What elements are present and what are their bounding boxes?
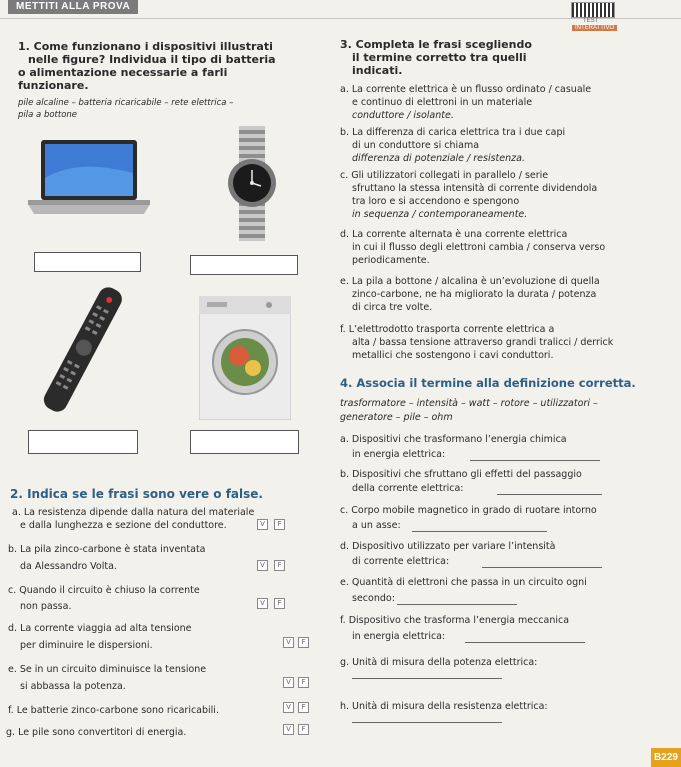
q2-d-true-checkbox[interactable]: V — [283, 637, 294, 648]
q4-item-c-line1: c. Corpo mobile magnetico in grado di ruotare intorno — [340, 505, 597, 516]
q4-h-answer-line[interactable] — [352, 722, 502, 723]
q3-item-e-line1: e. La pila a bottone / alcalina è un’evoluzione di quella — [340, 276, 600, 287]
q4-e-answer-line[interactable] — [397, 604, 517, 605]
remote-control-image — [35, 285, 130, 413]
q1-title-line4: funzionare. — [18, 79, 89, 92]
q3-item-d-line2: in cui il flusso degli elettroni cambia / conserva verso — [352, 242, 606, 253]
q1-answer-box-remote[interactable] — [28, 430, 138, 454]
q4-item-e-line2: secondo: — [352, 593, 395, 604]
q2-g-false-checkbox[interactable]: F — [298, 724, 309, 735]
q2-c-false-checkbox[interactable]: F — [274, 598, 285, 609]
qr-code-icon[interactable] — [571, 2, 615, 18]
q4-c-answer-line[interactable] — [412, 531, 547, 532]
q1-title-line1: 1. Come funzionano i dispositivi illustrati — [18, 40, 273, 53]
q4-item-h: h. Unità di misura della resistenza elettrica: — [340, 701, 548, 712]
q4-terms-line2: generatore – pile – ohm — [340, 412, 453, 423]
q2-c-true-checkbox[interactable]: V — [257, 598, 268, 609]
q2-item-c-line1: c. Quando il circuito è chiuso la corrente — [8, 585, 200, 596]
q3-item-c-line4: in sequenza / contemporaneamente. — [352, 209, 528, 220]
q4-item-c-line2: a un asse: — [352, 520, 401, 531]
q2-b-true-checkbox[interactable]: V — [257, 560, 268, 571]
q2-title: 2. Indica se le frasi sono vere o false. — [10, 487, 263, 501]
q4-item-b-line2: della corrente elettrica: — [352, 483, 464, 494]
q2-item-e-line2: si abbassa la potenza. — [20, 681, 126, 692]
test-label: TEST — [583, 18, 599, 24]
q2-item-e-line1: e. Se in un circuito diminuisce la tensione — [8, 664, 207, 675]
q2-f-false-checkbox[interactable]: F — [298, 702, 309, 713]
q4-item-f-line1: f. Dispositivo che trasforma l’energia meccanica — [340, 615, 570, 626]
q4-item-a-line2: in energia elettrica: — [352, 449, 446, 460]
interattivo-badge[interactable]: INTERATTIVO — [572, 25, 617, 31]
q2-item-c-line2: non passa. — [20, 601, 72, 612]
q2-e-false-checkbox[interactable]: F — [298, 677, 309, 688]
q1-options-line2: pila a bottone — [18, 110, 78, 120]
q4-item-e-line1: e. Quantità di elettroni che passa in un circuito ogni — [340, 577, 587, 588]
q2-b-false-checkbox[interactable]: F — [274, 560, 285, 571]
q3-item-d-line1: d. La corrente alternata è una corrente elettrica — [340, 229, 568, 240]
q4-item-g: g. Unità di misura della potenza elettrica: — [340, 657, 538, 668]
q3-item-c-line2: sfruttano la stessa intensità di corrente dividendola — [352, 183, 598, 194]
section-label: METTITI ALLA PROVA — [8, 0, 138, 14]
q4-item-a-line1: a. Dispositivi che trasformano l’energia chimica — [340, 434, 567, 445]
q4-f-answer-line[interactable] — [465, 642, 585, 643]
q3-item-b-line1: b. La differenza di carica elettrica tra i due capi — [340, 127, 566, 138]
q3-title-line1: 3. Completa le frasi scegliendo — [340, 38, 532, 51]
q2-item-f: f. Le batterie zinco-carbone sono ricaricabili. — [8, 705, 219, 716]
q4-a-answer-line[interactable] — [470, 460, 600, 461]
page-number: B229 — [651, 748, 681, 767]
q3-item-a-line1: a. La corrente elettrica è un flusso ordinato / casuale — [340, 84, 592, 95]
q4-item-d-line1: d. Dispositivo utilizzato per variare l’intensità — [340, 541, 556, 552]
q1-title-line2: nelle figure? Individua il tipo di batteria — [28, 53, 276, 66]
q3-title-line2: il termine corretto tra quelli — [352, 51, 527, 64]
q3-item-a-line2: e continuo di elettroni in un materiale — [352, 97, 533, 108]
q3-item-d-line3: periodicamente. — [352, 255, 430, 266]
q3-item-f-line3: metallici che sostengono i cavi conduttori. — [352, 350, 554, 361]
q4-terms-line1: trasformatore – intensità – watt – rotore – utilizzatori – — [340, 398, 598, 409]
q4-g-answer-line[interactable] — [352, 678, 502, 679]
q2-item-g: g. Le pile sono convertitori di energia. — [6, 727, 187, 738]
q1-answer-box-laptop[interactable] — [34, 252, 141, 272]
q4-title: 4. Associa il termine alla definizione corretta. — [340, 376, 636, 390]
q4-b-answer-line[interactable] — [497, 494, 602, 495]
q2-item-d-line2: per diminuire le dispersioni. — [20, 640, 153, 651]
q2-a-false-checkbox[interactable]: F — [274, 519, 285, 530]
q2-a-true-checkbox[interactable]: V — [257, 519, 268, 530]
q4-d-answer-line[interactable] — [482, 567, 602, 568]
watch-image — [225, 126, 280, 241]
q3-item-c-line1: c. Gli utilizzatori collegati in parallelo / serie — [340, 170, 549, 181]
q3-item-c-line3: tra loro e si accendono e spengono — [352, 196, 520, 207]
q2-item-d-line1: d. La corrente viaggia ad alta tensione — [8, 623, 192, 634]
q2-item-b-line1: b. La pila zinco-carbone è stata inventata — [8, 544, 206, 555]
q3-item-e-line3: di circa tre volte. — [352, 302, 433, 313]
q2-item-a-line1: a. La resistenza dipende dalla natura del materiale — [12, 507, 255, 518]
q4-item-f-line2: in energia elettrica: — [352, 631, 446, 642]
washing-machine-image — [199, 296, 291, 420]
q4-item-d-line2: di corrente elettrica: — [352, 556, 450, 567]
q3-item-b-line3: differenza di potenziale / resistenza. — [352, 153, 525, 164]
q3-item-b-line2: di un conduttore si chiama — [352, 140, 480, 151]
q1-answer-box-washing-machine[interactable] — [190, 430, 299, 454]
laptop-image — [28, 138, 150, 220]
q2-f-true-checkbox[interactable]: V — [283, 702, 294, 713]
q3-item-e-line2: zinco-carbone, ne ha migliorato la durata / potenza — [352, 289, 597, 300]
q1-answer-box-watch[interactable] — [190, 255, 298, 275]
q2-e-true-checkbox[interactable]: V — [283, 677, 294, 688]
q3-item-f-line1: f. L’elettrodotto trasporta corrente elettrica a — [340, 324, 555, 335]
q1-options-line1: pile alcaline – batteria ricaricabile – rete elettrica – — [18, 98, 234, 108]
q2-g-true-checkbox[interactable]: V — [283, 724, 294, 735]
q3-title-line3: indicati. — [352, 64, 403, 77]
q2-item-a-line2: e dalla lunghezza e sezione del conduttore. — [20, 520, 227, 531]
q4-item-b-line1: b. Dispositivi che sfruttano gli effetti del passaggio — [340, 469, 582, 480]
q2-item-b-line2: da Alessandro Volta. — [20, 561, 117, 572]
q3-item-a-line3: conduttore / isolante. — [352, 110, 454, 121]
q1-title-line3: o alimentazione necessarie a farli — [18, 66, 228, 79]
q3-item-f-line2: alta / bassa tensione attraverso grandi tralicci / derrick — [352, 337, 614, 348]
q2-d-false-checkbox[interactable]: F — [298, 637, 309, 648]
